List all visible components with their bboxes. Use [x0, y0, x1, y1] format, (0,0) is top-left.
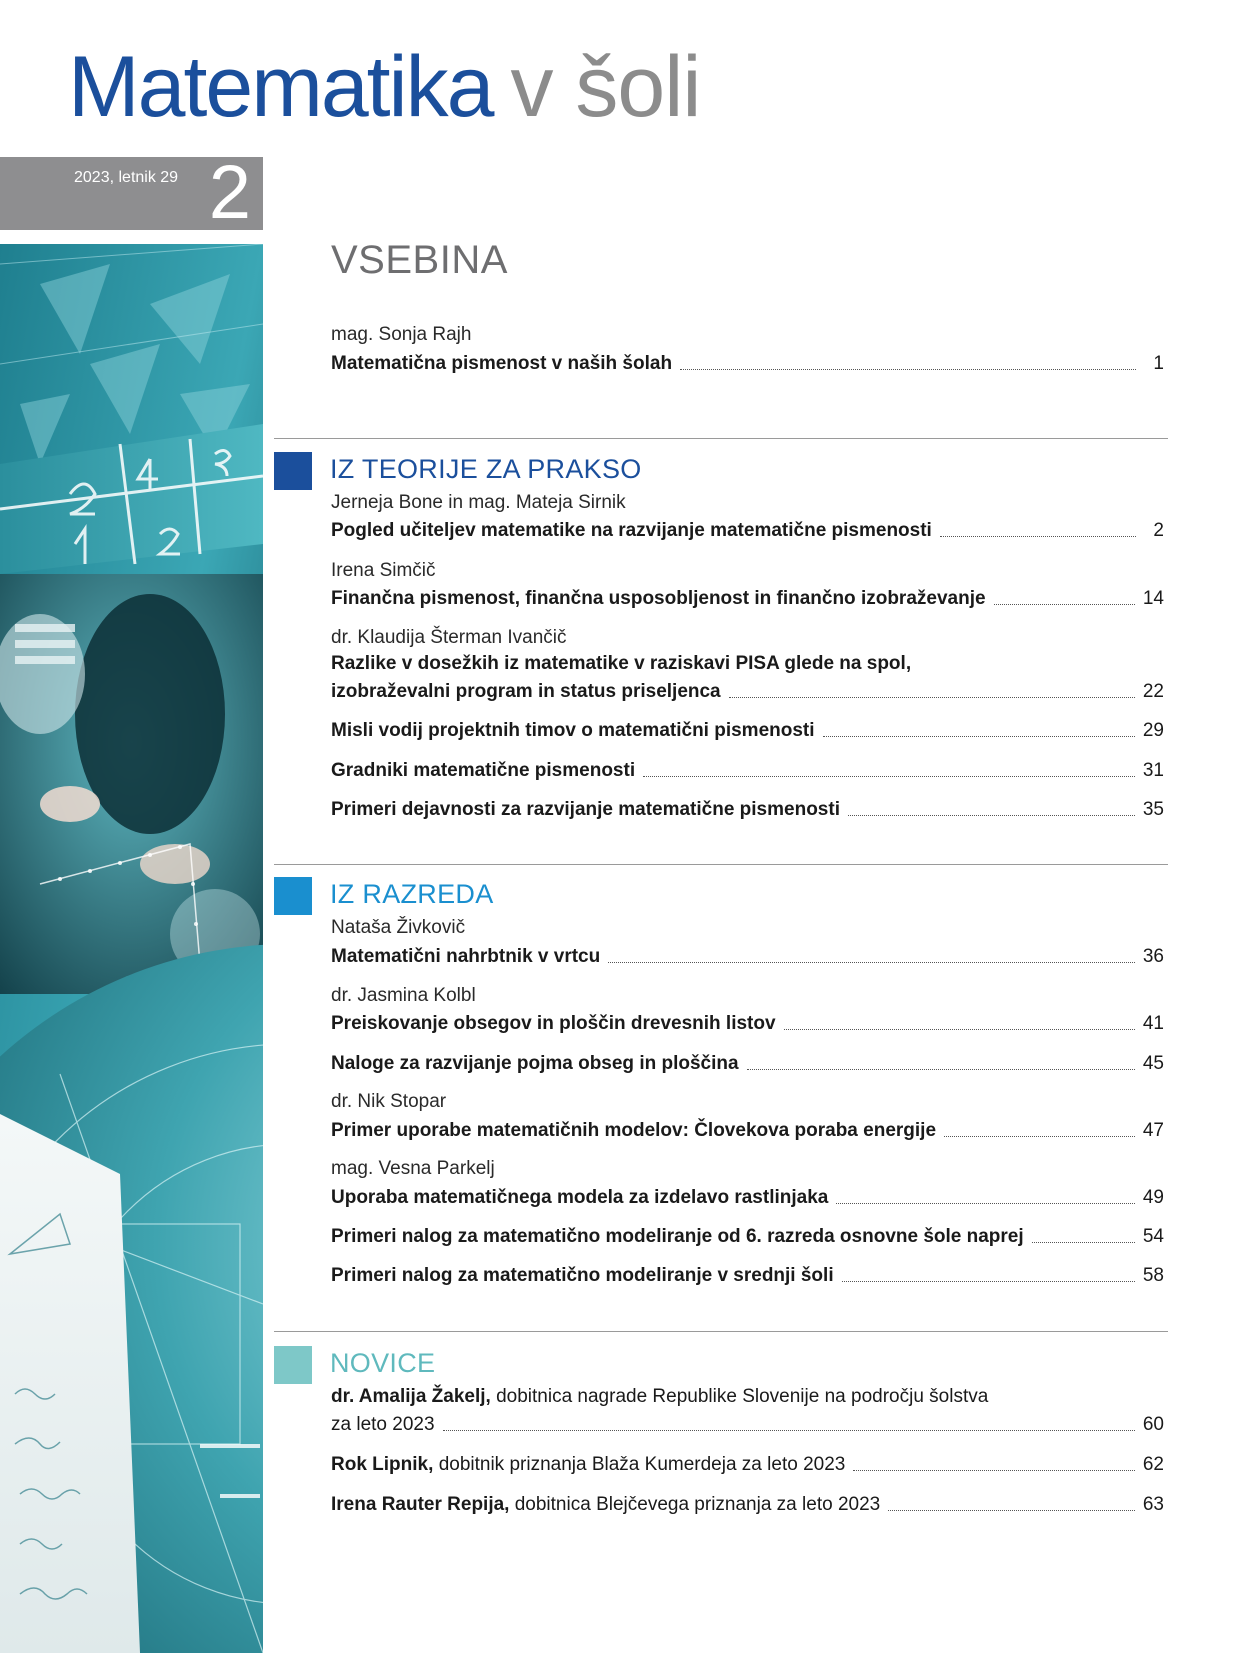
cover-artwork	[0, 244, 263, 1653]
dot-leader	[888, 1510, 1135, 1511]
entry-title: Pogled učiteljev matematike na razvijanje matematične pismenosti	[331, 520, 932, 541]
entry-title: Matematična pismenost v naših šolah	[331, 353, 673, 374]
entry-author: dr. Nik Stopar	[331, 1091, 447, 1112]
dot-leader	[1032, 1242, 1135, 1243]
issue-number: 2	[208, 150, 251, 235]
toc-entry[interactable]	[331, 1490, 1164, 1516]
section-label: NOVICE	[330, 1348, 436, 1378]
entry-title: Misli vodij projektnih timov o matematični pismenosti	[331, 720, 815, 741]
dot-leader	[823, 736, 1135, 737]
entry-title: Primeri nalog za matematično modeliranje v srednji šoli	[331, 1265, 834, 1286]
toc-entry[interactable]	[331, 795, 1164, 821]
entry-page: 35	[1142, 799, 1164, 820]
entry-page: 41	[1142, 1013, 1164, 1034]
entry-page: 54	[1142, 1226, 1164, 1247]
toc-entry[interactable]	[331, 1222, 1164, 1248]
toc-entry[interactable]	[331, 1183, 1164, 1209]
entry-page: 62	[1142, 1454, 1164, 1475]
entry-title-line1-text: Razlike v dosežkih iz matematike v raziskavi PISA glede na spol,	[331, 653, 912, 674]
entry-title: Matematični nahrbtnik v vrtcu	[331, 946, 601, 967]
dot-leader	[784, 1029, 1135, 1030]
entry-page: 31	[1142, 760, 1164, 781]
entry-page: 47	[1142, 1120, 1164, 1141]
entry-author: Jerneja Bone in mag. Mateja Sirnik	[331, 492, 626, 513]
entry-title: Primeri dejavnosti za razvijanje matematične pismenosti	[331, 799, 840, 820]
dot-leader	[729, 697, 1135, 698]
entry-page: 49	[1142, 1187, 1164, 1208]
dot-leader	[443, 1430, 1135, 1431]
toc-entry[interactable]	[331, 1116, 1164, 1142]
news-description: dobitnik priznanja Blaža Kumerdeja za leto 2023	[438, 1454, 846, 1475]
section-marker	[274, 452, 312, 490]
entry-page: 14	[1142, 588, 1164, 609]
dot-leader	[836, 1203, 1135, 1204]
entry-page: 1	[1153, 353, 1164, 374]
toc-entry[interactable]	[331, 1049, 1164, 1075]
toc-entry[interactable]	[331, 1410, 1164, 1436]
section-iz-razreda	[274, 877, 1174, 917]
entry-title: Uporaba matematičnega modela za izdelavo rastlinjaka	[331, 1187, 829, 1208]
dot-leader	[643, 776, 1135, 777]
news-description-line2: za leto 2023	[331, 1414, 435, 1435]
dot-leader	[940, 536, 1136, 537]
section-iz-teorije-za-prakso	[274, 452, 1174, 492]
news-name: Irena Rauter Repija,	[331, 1494, 510, 1515]
entry-page: 22	[1142, 681, 1164, 702]
news-name: dr. Amalija Žakelj,	[331, 1386, 491, 1407]
entry-title: izobraževalni program in status priseljenca	[331, 681, 721, 702]
toc-entry[interactable]	[331, 516, 1164, 542]
dot-leader	[842, 1281, 1135, 1282]
section-divider	[274, 1331, 1168, 1332]
section-novice	[274, 1346, 1174, 1386]
entry-title: Primer uporabe matematičnih modelov: Človekova poraba energije	[331, 1120, 937, 1141]
dot-leader	[680, 369, 1136, 370]
issue-year-label: 2023, letnik 29	[74, 169, 179, 186]
entry-author: Nataša Živkovič	[331, 917, 466, 938]
entry-title: Naloge za razvijanje pojma obseg in ploščina	[331, 1053, 739, 1074]
dot-leader	[944, 1136, 1135, 1137]
news-description: dobitnica Blejčevega priznanja za leto 2023	[514, 1494, 881, 1515]
issue-bar	[0, 150, 263, 235]
entry-page: 36	[1142, 946, 1164, 967]
entry-author: dr. Jasmina Kolbl	[331, 985, 476, 1006]
entry-author: mag. Sonja Rajh	[331, 324, 472, 345]
entry-page: 45	[1142, 1053, 1164, 1074]
section-marker	[274, 877, 312, 915]
entry-author: dr. Klaudija Šterman Ivančič	[331, 627, 567, 648]
masthead-title-tail: v šoli	[510, 39, 701, 135]
entry-page: 63	[1142, 1494, 1164, 1515]
entry-title: Finančna pismenost, finančna usposobljenost in finančno izobraževanje	[331, 588, 986, 609]
dot-leader	[994, 604, 1135, 605]
toc-entry[interactable]	[331, 1009, 1164, 1035]
section-label: IZ RAZREDA	[330, 879, 494, 909]
toc-entry[interactable]	[331, 677, 1164, 703]
entry-title: Gradniki matematične pismenosti	[331, 760, 636, 781]
entry-title-line1[interactable]	[331, 653, 911, 675]
news-entry-line1[interactable]	[331, 1386, 988, 1408]
toc-entry[interactable]	[331, 942, 1164, 968]
news-name: Rok Lipnik,	[331, 1454, 434, 1475]
toc-entry[interactable]	[331, 1261, 1164, 1287]
dot-leader	[848, 815, 1135, 816]
entry-page: 29	[1142, 720, 1164, 741]
toc-entry[interactable]	[331, 756, 1164, 782]
toc-entry[interactable]	[331, 716, 1164, 742]
entry-author: mag. Vesna Parkelj	[331, 1158, 495, 1179]
entry-page: 2	[1153, 520, 1164, 541]
dot-leader	[853, 1470, 1135, 1471]
entry-author: Irena Simčič	[331, 560, 436, 581]
toc-entry[interactable]	[331, 584, 1164, 610]
dot-leader	[747, 1069, 1135, 1070]
toc-entry[interactable]	[331, 349, 1164, 375]
journal-masthead	[68, 38, 700, 138]
section-divider	[274, 864, 1168, 865]
news-description: dobitnica nagrade Republike Slovenije na področju šolstva	[496, 1386, 989, 1407]
entry-page: 58	[1142, 1265, 1164, 1286]
entry-title: Preiskovanje obsegov in ploščin drevesnih listov	[331, 1013, 776, 1034]
contents-heading: VSEBINA	[331, 238, 508, 282]
section-divider	[274, 438, 1168, 439]
entry-title: Primeri nalog za matematično modeliranje od 6. razreda osnovne šole naprej	[331, 1226, 1024, 1247]
section-label: IZ TEORIJE ZA PRAKSO	[330, 454, 642, 484]
section-marker	[274, 1346, 312, 1384]
dot-leader	[608, 962, 1135, 963]
entry-page: 60	[1142, 1414, 1164, 1435]
cover-artwork-graphic	[0, 244, 263, 1653]
masthead-title-main: Matematika	[68, 39, 493, 135]
toc-entry[interactable]	[331, 1450, 1164, 1476]
